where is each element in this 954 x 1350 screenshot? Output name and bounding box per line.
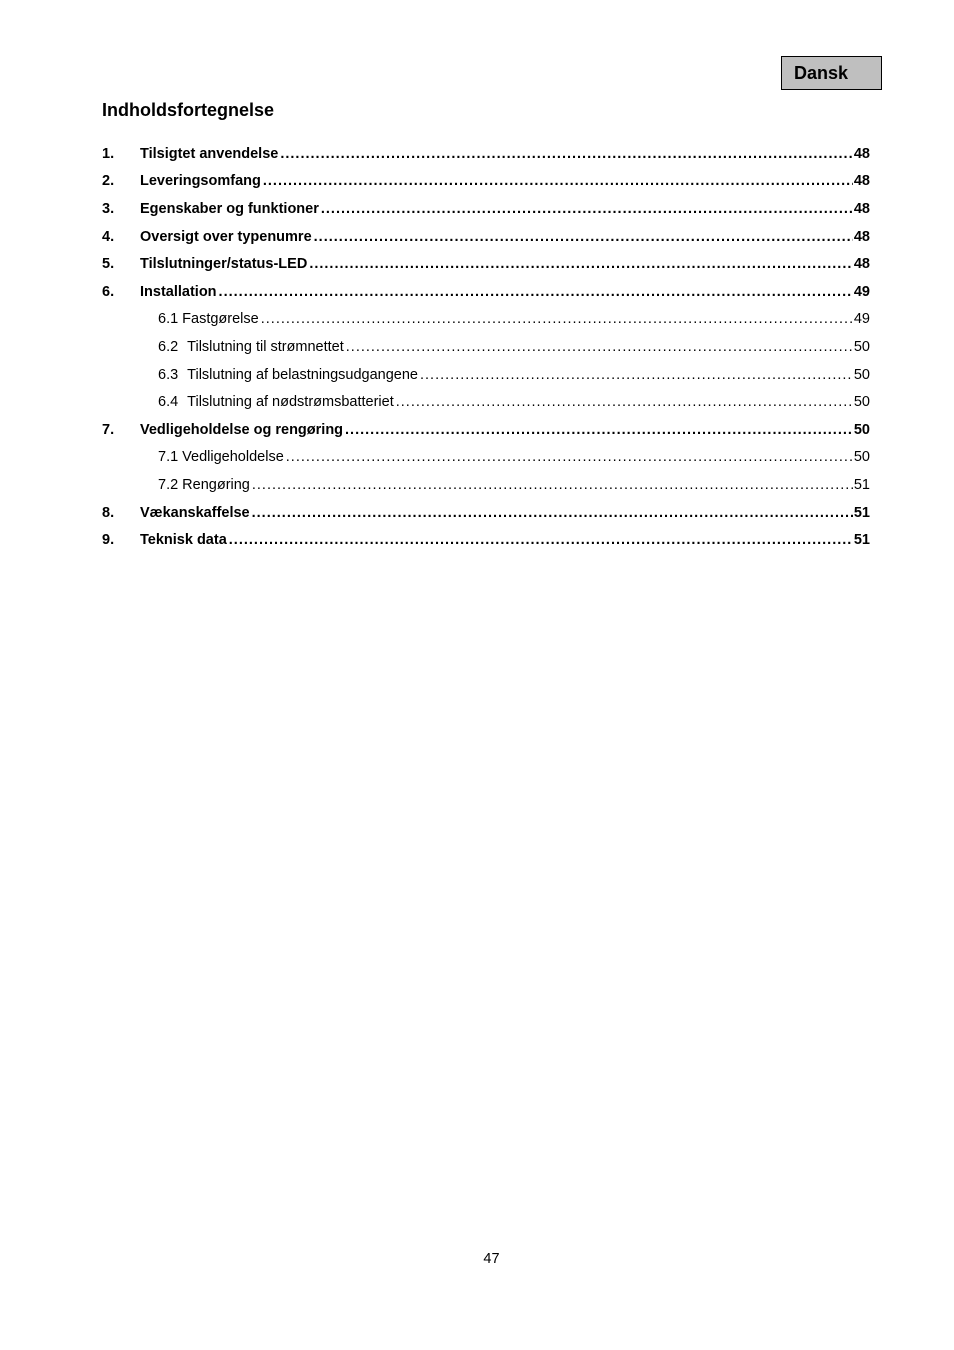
toc-entry-page: 48 bbox=[853, 200, 870, 217]
dot-leader bbox=[396, 394, 853, 410]
toc-entry-number: 6. bbox=[102, 283, 115, 300]
toc-entry-1[interactable] bbox=[102, 140, 870, 168]
toc-entry-page: 48 bbox=[853, 173, 870, 190]
toc-entry-page: 48 bbox=[853, 145, 870, 162]
toc-entry-7-2[interactable] bbox=[102, 471, 870, 499]
toc-entry-number: 6.4 bbox=[158, 394, 179, 411]
toc-entry-page: 51 bbox=[853, 476, 870, 493]
toc-entry-label: Tilslutning af belastningsudgangene bbox=[187, 366, 418, 383]
toc-entry-number: 5. bbox=[102, 256, 115, 273]
toc-entry-number: 9. bbox=[102, 532, 115, 549]
dot-leader bbox=[280, 146, 853, 162]
dot-leader bbox=[263, 173, 853, 189]
toc-entry-page: 49 bbox=[853, 283, 870, 300]
toc-entry-label: Tilslutning af nødstrømsbatteriet bbox=[187, 394, 394, 411]
toc-entry-number: 7. bbox=[102, 421, 115, 438]
dot-leader bbox=[252, 477, 853, 493]
dot-leader bbox=[261, 311, 853, 327]
toc-entry-page: 50 bbox=[853, 366, 870, 383]
toc-entry-number: 6.2 bbox=[158, 338, 179, 355]
toc-entry-6[interactable] bbox=[102, 278, 870, 306]
toc-entry-label: Vedligeholdelse og rengøring bbox=[140, 421, 344, 438]
toc-entry-label: Vedligeholdelse bbox=[182, 449, 284, 466]
toc-entry-page: 48 bbox=[853, 228, 870, 245]
toc-entry-number: 1. bbox=[102, 145, 115, 162]
toc-entry-page: 50 bbox=[853, 421, 870, 438]
toc-entry-2[interactable] bbox=[102, 168, 870, 196]
toc-entry-label: Tilsigtet anvendelse bbox=[140, 145, 279, 162]
page-number: 47 bbox=[483, 1251, 500, 1267]
toc-entry-page: 51 bbox=[853, 504, 870, 521]
toc-entry-label: Vækanskaffelse bbox=[140, 504, 250, 521]
dot-leader bbox=[346, 339, 853, 355]
toc-entry-6-1[interactable] bbox=[102, 306, 870, 334]
toc-entry-label: Oversigt over typenumre bbox=[140, 228, 312, 245]
toc-entry-page: 51 bbox=[853, 532, 870, 549]
toc-entry-number: 6.1 bbox=[158, 311, 179, 328]
dot-leader bbox=[345, 422, 853, 438]
toc-entry-page: 48 bbox=[853, 256, 870, 273]
toc-entry-6-2[interactable] bbox=[102, 333, 870, 361]
toc-entry-5[interactable] bbox=[102, 250, 870, 278]
toc-entry-label: Rengøring bbox=[182, 476, 250, 493]
toc-entry-number: 3. bbox=[102, 200, 115, 217]
dot-leader bbox=[286, 449, 853, 465]
language-tab: Dansk bbox=[781, 56, 882, 90]
toc-entry-page: 50 bbox=[853, 394, 870, 411]
toc-entry-number: 7.1 bbox=[158, 449, 179, 466]
toc-entry-9[interactable] bbox=[102, 526, 870, 554]
toc-entry-label: Egenskaber og funktioner bbox=[140, 200, 319, 217]
dot-leader bbox=[229, 532, 853, 548]
toc-entry-number: 6.3 bbox=[158, 366, 179, 383]
toc-entry-label: Installation bbox=[140, 283, 217, 300]
toc-entry-8[interactable] bbox=[102, 499, 870, 527]
toc-entry-label: Fastgørelse bbox=[182, 311, 259, 328]
toc-entry-number: 2. bbox=[102, 173, 115, 190]
toc-title: Indholdsfortegnelse bbox=[102, 100, 275, 120]
toc-entry-number: 4. bbox=[102, 228, 115, 245]
toc-entry-6-3[interactable] bbox=[102, 361, 870, 389]
dot-leader bbox=[314, 229, 853, 245]
toc-entry-7[interactable] bbox=[102, 416, 870, 444]
dot-leader bbox=[309, 256, 853, 272]
toc-entry-7-1[interactable] bbox=[102, 444, 870, 472]
dot-leader bbox=[219, 284, 853, 300]
toc-entry-label: Teknisk data bbox=[140, 532, 227, 549]
toc-entry-number: 8. bbox=[102, 504, 115, 521]
toc-entry-page: 50 bbox=[853, 338, 870, 355]
table-of-contents bbox=[102, 140, 870, 554]
toc-entry-label: Tilslutning til strømnettet bbox=[187, 338, 344, 355]
toc-entry-4[interactable] bbox=[102, 223, 870, 251]
dot-leader bbox=[420, 367, 853, 383]
toc-entry-page: 50 bbox=[853, 449, 870, 466]
toc-entry-3[interactable] bbox=[102, 195, 870, 223]
dot-leader bbox=[252, 505, 853, 521]
toc-entry-6-4[interactable] bbox=[102, 388, 870, 416]
toc-entry-number: 7.2 bbox=[158, 476, 179, 493]
toc-entry-label: Leveringsomfang bbox=[140, 173, 261, 190]
toc-entry-page: 49 bbox=[853, 311, 870, 328]
toc-entry-label: Tilslutninger/status-LED bbox=[140, 256, 308, 273]
dot-leader bbox=[321, 201, 853, 217]
